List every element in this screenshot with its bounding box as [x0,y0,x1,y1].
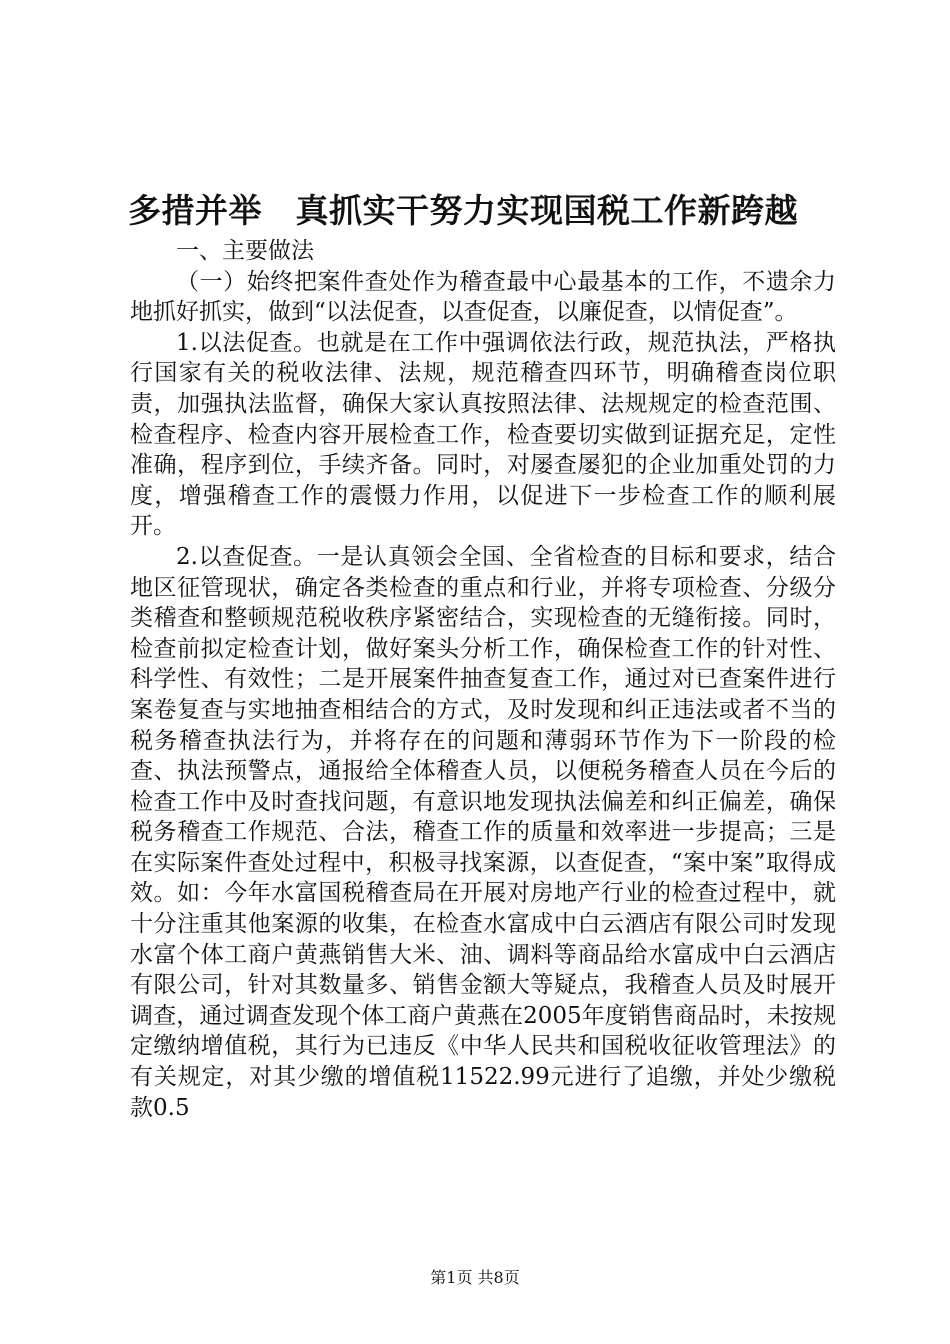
document-body [130,236,836,1123]
paragraph-1: （一）始终把案件查处作为稽查最中心最基本的工作，不遗余力地抓好抓实，做到“以法促查，以查促查，以廉促查，以情促查”。 [130,268,836,326]
document-title: 多措并举 真抓实干努力实现国税工作新跨越 [128,191,798,230]
section-heading: 一、主要做法 [176,238,314,264]
paragraph-2: 1.以法促查。也就是在工作中强调依法行政，规范执法，严格执行国家有关的税收法律、法规，规范稽查四环节，明确稽查岗位职责，加强执法监督，确保大家认真按照法律、法规规定的检查范围、检查程序、检查内容开展检查工作，检查要切实做到证据充足，定性准确，程序到位，手续齐备。同时，对屡查屡犯的企业加重处罚的力度，增强稽查工作的震慑力作用，以促进下一步检查工作的顺利展开。 [130,329,836,540]
paragraph-3: 2.以查促查。一是认真领会全国、全省检查的目标和要求，结合地区征管现状，确定各类检查的重点和行业，并将专项检查、分级分类稽查和整顿规范税收秩序紧密结合，实现检查的无缝衔接。同时，检查前拟定检查计划，做好案头分析工作，确保检查工作的针对性、科学性、有效性；二是开展案件抽查复查工作，通过对已查案件进行案卷复查与实地抽查相结合的方式，及时发现和纠正违法或者不当的税务稽查执法行为，并将存在的问题和薄弱环节作为下一阶段的检查、执法预警点，通报给全体稽查人员，以便税务稽查人员在今后的检查工作中及时查找问题，有意识地发现执法偏差和纠正偏差，确保税务稽查工作规范、合法，稽查工作的质量和效率进一步提高；三是在实际案件查处过程中，积极寻找案源，以查促查，“案中案”取得成效。如：今年水富国税稽查局在开展对房地产行业的检查过程中，就十分注重其他案源的收集，在检查水富成中白云酒店有限公司时发现水富个体工商户黄燕销售大米、油、调料等商品给水富成中白云酒店有限公司，针对其数量多、销售金额大等疑点，我稽查人员及时展开调查，通过调查发现个体工商户黄燕在2005年度销售商品时，未按规定缴纳增值税，其行为已违反《中华人民共和国税收征收管理法》的有关规定，对其少缴的增值税11522.99元进行了追缴，并处少缴税款0.5 [130,543,836,1121]
page-footer: 第1页 共8页 [430,1268,520,1287]
